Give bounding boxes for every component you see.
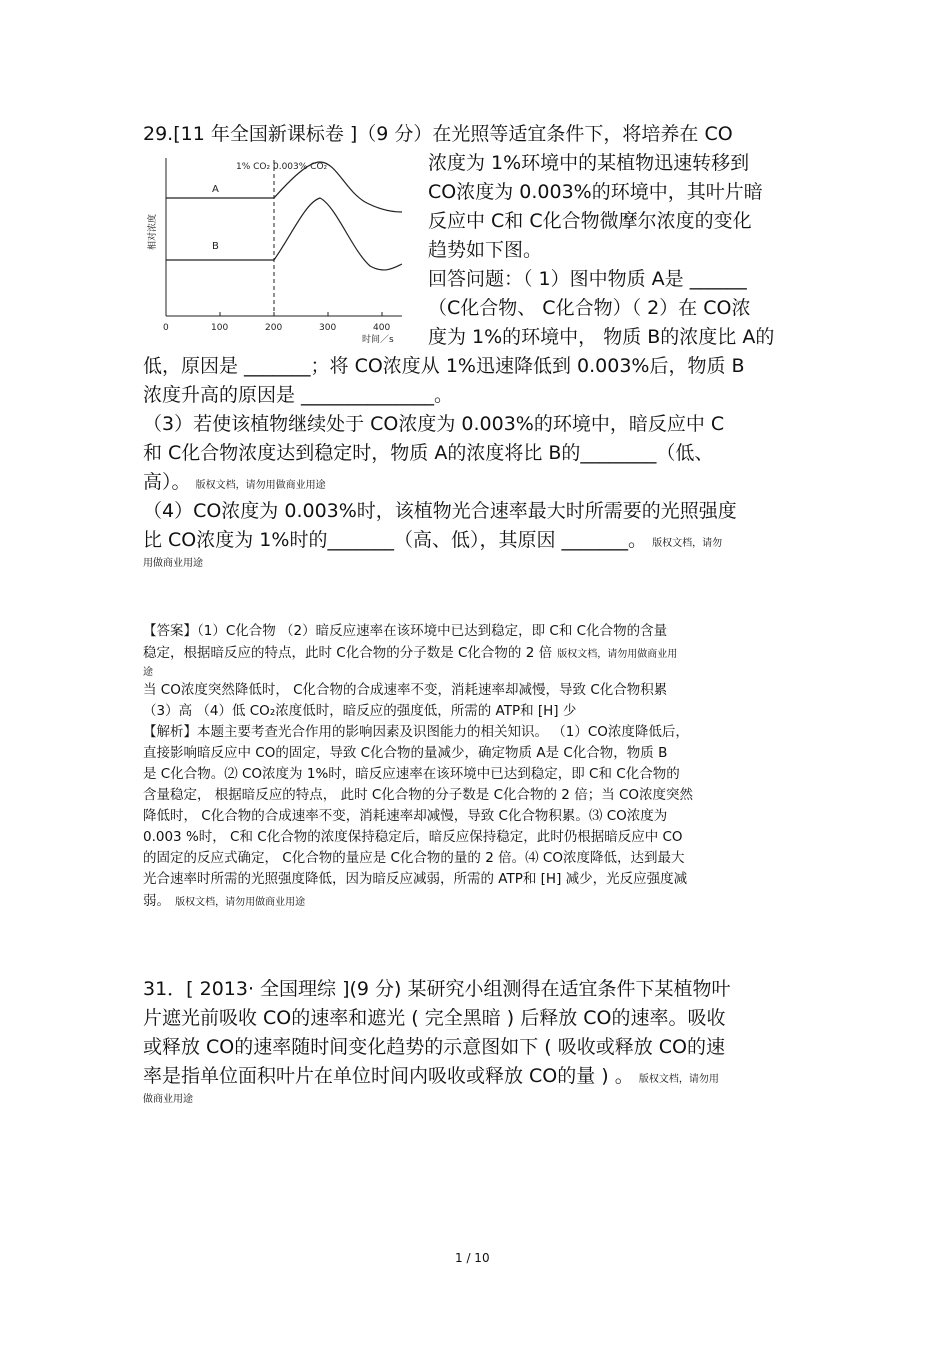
- y-axis-label: 相对浓度: [148, 213, 158, 250]
- copyright-note: 做商业用途: [143, 1094, 193, 1105]
- copyright-note: 版权文档，请勿用做商业用途: [175, 897, 306, 908]
- q31-line-3: 或释放 CO的速率随时间变化趋势的示意图如下 ( 吸收或释放 CO的速: [143, 1036, 726, 1058]
- tick-label-100: 100: [211, 323, 229, 333]
- analysis-line-9: 弱。: [143, 893, 170, 909]
- q31-line-2: 片遮光前吸收 CO的速率和遮光 ( 完全黑暗 ) 后释放 CO的速率。吸收: [143, 1007, 726, 1029]
- q29-line-1: 29.[11 年全国新课标卷 ]（9 分）在光照等适宜条件下，将培养在 CO: [143, 123, 733, 145]
- q29-line-11: 和 C化合物浓度达到稳定时，物质 A的浓度将比 B的________（低、: [143, 442, 714, 464]
- analysis-line-3: 是 C化合物。⑵ CO浓度为 1%时，暗反应速率在该环境中已达到稳定，即 C和 C化合物的: [143, 766, 680, 782]
- top-label: 1% CO₂ 0.003% CO₂: [236, 162, 328, 172]
- q29-right-7: 度为 1%的环境中， 物质 B的浓度比 A的: [428, 326, 775, 348]
- answer-line-2: 稳定，根据暗反应的特点，此时 C化合物的分子数是 C化合物的 2 倍: [143, 645, 553, 661]
- copyright-note: 版权文档，请勿用做商业用途: [195, 480, 326, 491]
- analysis-line-6: 0.003 %时， C和 C化合物的浓度保持稳定后，暗反应保持稳定，此时仍根据暗反应中 CO: [143, 829, 683, 845]
- label-b: B: [212, 241, 219, 252]
- tick-label-300: 300: [319, 323, 337, 333]
- q29-line-10: （3）若使该植物继续处于 CO浓度为 0.003%的环境中，暗反应中 C: [143, 413, 725, 435]
- page-number: 1 / 10: [455, 1251, 490, 1265]
- q31-line-1: 31．[ 2013· 全国理综 ](9 分) 某研究小组测得在适宜条件下某植物叶: [143, 978, 731, 1000]
- q29-right-2: CO浓度为 0.003%的环境中，其叶片暗: [428, 181, 763, 203]
- x-axis-label: 时间／s: [362, 335, 394, 345]
- q29-right-1: 浓度为 1%环境中的某植物迅速转移到: [428, 152, 750, 174]
- q29-line-14: 比 CO浓度为 1%时的_______（高、低），其原因 _______。: [143, 529, 647, 551]
- analysis-line-4: 含量稳定， 根据暗反应的特点， 此时 C化合物的分子数是 C化合物的 2 倍；当 CO浓度突然: [143, 787, 694, 803]
- q29-right-5: 回答问题：（ 1）图中物质 A是 ______: [428, 268, 747, 290]
- q29-right-4: 趋势如下图。: [428, 239, 543, 261]
- answer-line-1: 【答案】（1）C化合物 （2）暗反应速率在该环境中已达到稳定，即 C和 C化合物的含量: [143, 623, 668, 639]
- tick-label-400: 400: [373, 323, 391, 333]
- label-a: A: [212, 184, 219, 195]
- analysis-line-5: 降低时， C化合物的合成速率不变，消耗速率却减慢，导致 C化合物积累。⑶ CO浓度为: [143, 808, 668, 824]
- analysis-line-7: 的固定的反应式确定， C化合物的量应是 C化合物的量的 2 倍。⑷ CO浓度降低，达到最大: [143, 850, 685, 866]
- analysis-line-2: 直接影响暗反应中 CO的固定，导致 C化合物的量减少，确定物质 A是 C化合物，物质 B: [143, 745, 668, 761]
- q29-line-8: 低，原因是 _______；将 CO浓度从 1%迅速降低到 0.003%后，物质 B: [143, 355, 745, 377]
- answer-line-5: （3）高 （4）低 CO₂浓度低时，暗反应的强度低，所需的 ATP和 [H] 少: [143, 703, 577, 719]
- copyright-note: 版权文档，请勿用: [638, 1074, 719, 1085]
- concentration-figure: [140, 150, 405, 345]
- analysis-line-1: 【解析】本题主要考查光合作用的影响因素及识图能力的相关知识。 （1）CO浓度降低后，: [143, 724, 689, 740]
- q29-line-13: （4）CO浓度为 0.003%时，该植物光合速率最大时所需要的光照强度: [143, 500, 737, 522]
- q29-right-3: 反应中 C和 C化合物微摩尔浓度的变化: [428, 210, 752, 232]
- answer-line-4: 当 CO浓度突然降低时， C化合物的合成速率不变，消耗速率却减慢，导致 C化合物积累: [143, 682, 668, 698]
- tick-label-200: 200: [265, 323, 283, 333]
- copyright-note: 版权文档，请勿用做商业用: [557, 649, 678, 660]
- q29-line-9: 浓度升高的原因是 ______________。: [143, 384, 454, 406]
- q31-line-4: 率是指单位面积叶片在单位时间内吸收或释放 CO的量 ) 。: [143, 1065, 634, 1087]
- analysis-line-8: 光合速率时所需的光照强度降低，因为暗反应减弱，所需的 ATP和 [H] 减少，光反应强度减: [143, 871, 688, 887]
- tick-label-0: 0: [163, 323, 169, 333]
- copyright-note: 版权文档，请勿: [652, 538, 723, 549]
- copyright-note: 途: [143, 667, 153, 678]
- q29-line-12: 高）。: [143, 471, 191, 493]
- copyright-note: 用做商业用途: [143, 558, 203, 569]
- curve-b: [166, 198, 402, 270]
- q29-right-6: （C化合物、 C化合物）（ 2）在 CO浓: [428, 297, 751, 319]
